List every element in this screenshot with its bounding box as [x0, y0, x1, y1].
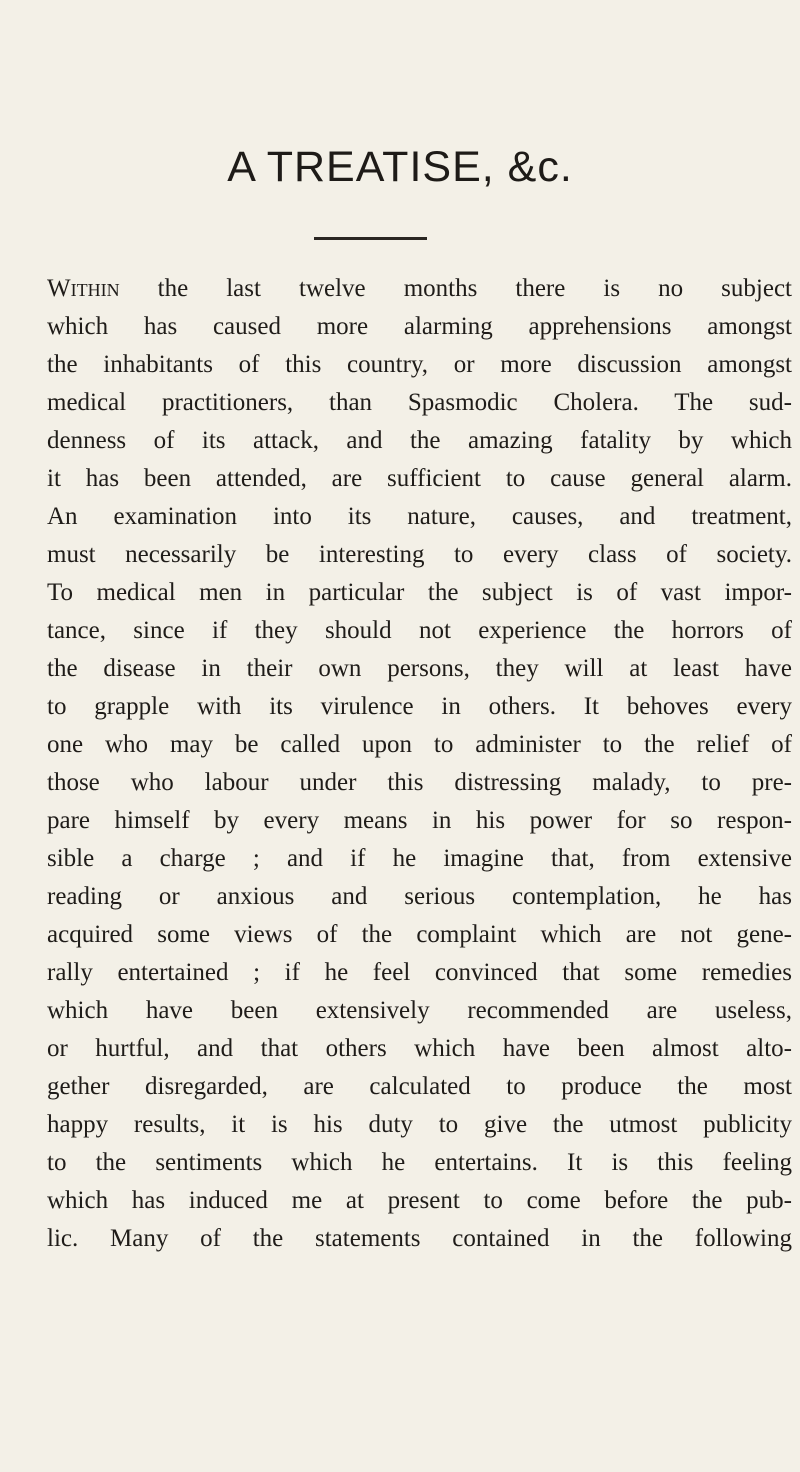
text-line: tance, since if they should not experience the horrors of — [47, 617, 792, 644]
text-line: the inhabitants of this country, or more discussion amongst — [47, 351, 792, 378]
text-line: happy results, it is his duty to give the utmost publicity — [47, 1111, 792, 1138]
drop-word: Within — [47, 275, 120, 302]
text-line: to grapple with its virulence in others. It behoves every — [47, 693, 792, 720]
text-line: sible a charge ; and if he imagine that, from extensive — [47, 845, 792, 872]
text-line: Within the last twelve months there is no subject — [47, 275, 792, 302]
text-line: which has caused more alarming apprehensions amongst — [47, 313, 792, 340]
text-line: which has induced me at present to come before the pub- — [47, 1187, 792, 1214]
text-line: to the sentiments which he entertains. It is this feeling — [47, 1149, 792, 1176]
text-line: gether disregarded, are calculated to produce the most — [47, 1073, 792, 1100]
text-line: one who may be called upon to administer to the relief of — [47, 731, 792, 758]
text-line: pare himself by every means in his power for so respon- — [47, 807, 792, 834]
title-rule — [314, 237, 427, 240]
page-title: A TREATISE, &c. — [227, 143, 573, 191]
text-line: the disease in their own persons, they will at least have — [47, 655, 792, 682]
text-line: An examination into its nature, causes, and treatment, — [47, 503, 792, 530]
text-line: lic. Many of the statements contained in the following — [47, 1225, 792, 1252]
text-line: reading or anxious and serious contemplation, he has — [47, 883, 792, 910]
text-line: or hurtful, and that others which have been almost alto- — [47, 1035, 792, 1062]
text-line: acquired some views of the complaint which are not gene- — [47, 921, 792, 948]
text-line: medical practitioners, than Spasmodic Cholera. The sud- — [47, 389, 792, 416]
text-line: rally entertained ; if he feel convinced that some remedies — [47, 959, 792, 986]
text-line: it has been attended, are sufficient to cause general alarm. — [47, 465, 792, 492]
text-line: must necessarily be interesting to every class of society. — [47, 541, 792, 568]
text-line: denness of its attack, and the amazing fatality by which — [47, 427, 792, 454]
text-line: those who labour under this distressing malady, to pre- — [47, 769, 792, 796]
text-line: which have been extensively recommended are useless, — [47, 997, 792, 1024]
text-line: To medical men in particular the subject is of vast impor- — [47, 579, 792, 606]
